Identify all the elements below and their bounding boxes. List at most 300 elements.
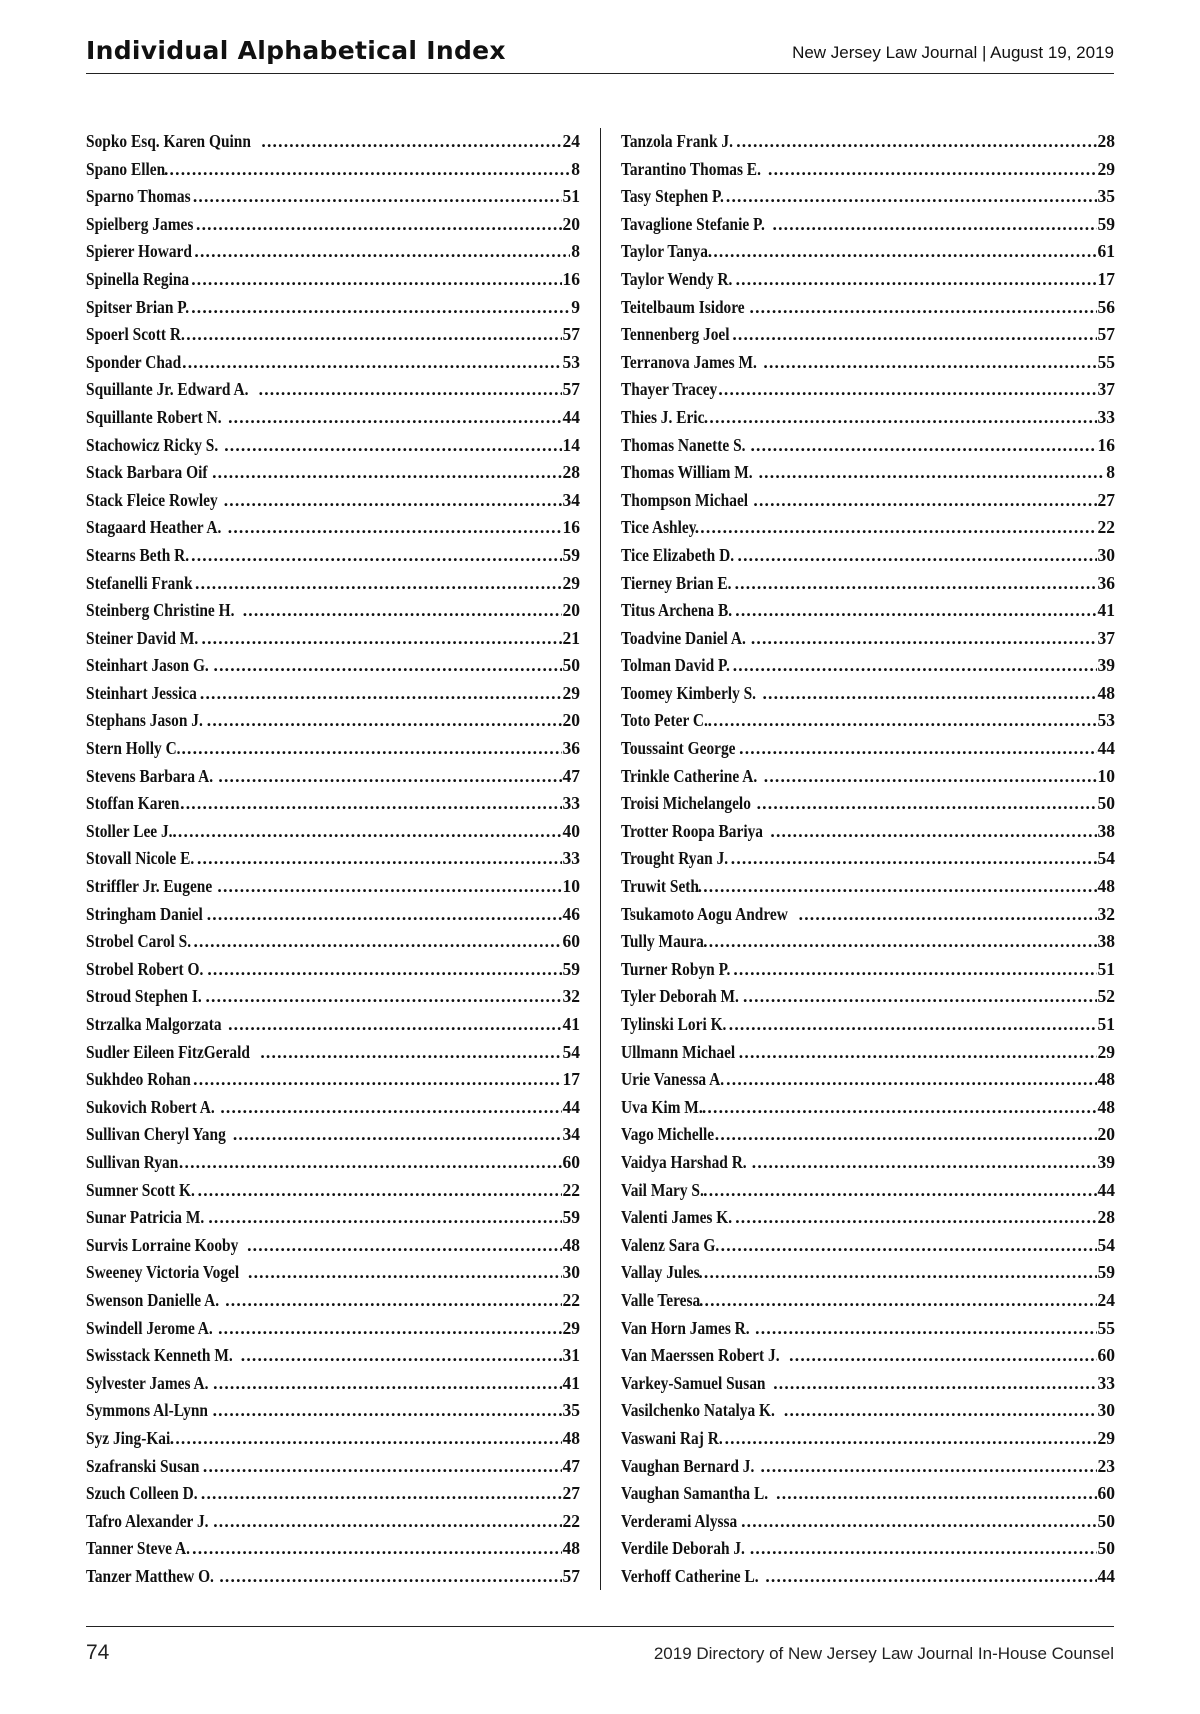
- entry-name: Szafranski Susan: [86, 1455, 200, 1476]
- entry-page-number: 37: [1097, 627, 1115, 648]
- index-entry: [621, 128, 1115, 156]
- dot-leader: [750, 1535, 1097, 1563]
- entry-name: Sukovich Robert A.: [86, 1096, 215, 1117]
- entry-page-number: 56: [1097, 296, 1115, 317]
- index-entry: [621, 1480, 1115, 1508]
- entry-name: Trinkle Catherine A.: [621, 765, 758, 786]
- entry-name: Stoffan Karen: [86, 793, 180, 814]
- entry-name: Vaidya Harshad R.: [621, 1151, 747, 1172]
- dot-leader: [218, 763, 561, 791]
- entry-page-number: 30: [1097, 544, 1115, 565]
- dot-leader: [207, 956, 561, 984]
- entry-page-number: 30: [1097, 1400, 1115, 1421]
- index-entry: [621, 1259, 1115, 1287]
- entry-name: Valle Teresa: [621, 1289, 701, 1310]
- dot-leader: [726, 183, 1097, 211]
- entry-page-number: 29: [1097, 1427, 1115, 1448]
- entry-page-number: 23: [1097, 1455, 1115, 1476]
- entry-name: Vaughan Samantha L.: [621, 1483, 769, 1504]
- index-entry: [621, 294, 1115, 322]
- entry-name: Tavaglione Stefanie P.: [621, 213, 765, 234]
- index-entry: [86, 1563, 580, 1591]
- entry-name: Stack Fleice Rowley: [86, 489, 218, 510]
- index-column-left: [86, 128, 601, 1590]
- entry-name: Varkey-Samuel Susan: [621, 1372, 766, 1393]
- entry-name: Turner Robyn P.: [621, 958, 731, 979]
- entry-name: Stern Holly C.: [86, 738, 181, 759]
- dot-leader: [743, 983, 1097, 1011]
- entry-name: Verderami Alyssa: [621, 1510, 738, 1531]
- index-entry: [86, 542, 580, 570]
- dot-leader: [736, 128, 1096, 156]
- entry-name: Thies J. Eric: [621, 406, 705, 427]
- index-entry: [621, 1535, 1115, 1563]
- entry-name: Thomas William M.: [621, 462, 753, 483]
- entry-name: Trought Ryan J.: [621, 848, 729, 869]
- entry-name: Titus Archena B.: [621, 600, 733, 621]
- entry-page-number: 35: [562, 1400, 580, 1421]
- entry-name: Thomas Nanette S.: [621, 434, 746, 455]
- entry-name: Stack Barbara Oif: [86, 462, 208, 483]
- index-entry: [86, 735, 580, 763]
- entry-page-number: 20: [1097, 1124, 1115, 1145]
- entry-page-number: 44: [562, 406, 580, 427]
- entry-page-number: 8: [571, 158, 580, 179]
- entry-name: Szuch Colleen D.: [86, 1483, 198, 1504]
- entry-name: Toadvine Daniel A.: [621, 627, 746, 648]
- entry-page-number: 57: [562, 1565, 580, 1586]
- entry-page-number: 51: [562, 186, 580, 207]
- index-entry: [86, 928, 580, 956]
- dot-leader: [698, 1259, 1096, 1287]
- entry-page-number: 30: [562, 1262, 580, 1283]
- entry-name: Uva Kim M.: [621, 1096, 703, 1117]
- entry-page-number: 57: [562, 379, 580, 400]
- index-entry: [86, 763, 580, 791]
- entry-name: Spano Ellen: [86, 158, 166, 179]
- dot-leader: [729, 1011, 1097, 1039]
- entry-page-number: 22: [1097, 517, 1115, 538]
- entry-page-number: 50: [1097, 1510, 1115, 1531]
- index-entry: [86, 1232, 580, 1260]
- dot-leader: [765, 1563, 1096, 1591]
- entry-name: Trotter Roopa Bariya: [621, 820, 764, 841]
- entry-name: Sunar Patricia M.: [86, 1207, 205, 1228]
- index-entry: [621, 542, 1115, 570]
- entry-name: Toomey Kimberly S.: [621, 682, 757, 703]
- index-entry: [621, 349, 1115, 377]
- entry-page-number: 50: [562, 655, 580, 676]
- entry-name: Stoller Lee J.: [86, 820, 173, 841]
- entry-page-number: 53: [562, 351, 580, 372]
- dot-leader: [761, 1453, 1097, 1481]
- dot-leader: [768, 156, 1096, 184]
- index-entry: [621, 1508, 1115, 1536]
- entry-page-number: 57: [1097, 324, 1115, 345]
- dot-leader: [198, 1177, 562, 1205]
- entry-name: Stephans Jason J.: [86, 710, 203, 731]
- entry-page-number: 28: [1097, 131, 1115, 151]
- entry-name: Vallay Jules: [621, 1262, 700, 1283]
- page-title: Individual Alphabetical Index: [86, 36, 506, 65]
- index-entry: [621, 1315, 1115, 1343]
- entry-name: Vaswani Raj R.: [621, 1427, 723, 1448]
- entry-page-number: 48: [1097, 1069, 1115, 1090]
- index-entry: [86, 1094, 580, 1122]
- entry-name: Tyler Deborah M.: [621, 986, 739, 1007]
- entry-page-number: 38: [1097, 820, 1115, 841]
- entry-page-number: 36: [562, 738, 580, 759]
- dot-leader: [259, 376, 562, 404]
- entry-page-number: 59: [1097, 1262, 1115, 1283]
- entry-name: Sylvester James A.: [86, 1372, 209, 1393]
- entry-page-number: 54: [1097, 848, 1115, 869]
- entry-page-number: 52: [1097, 986, 1115, 1007]
- entry-page-number: 44: [1097, 1179, 1115, 1200]
- index-entry: [621, 818, 1115, 846]
- entry-name: Sullivan Cheryl Yang: [86, 1124, 226, 1145]
- index-entry: [621, 404, 1115, 432]
- dot-leader: [725, 1425, 1097, 1453]
- index-entry: [86, 983, 580, 1011]
- entry-name: Stroud Stephen I.: [86, 986, 202, 1007]
- index-entry: [621, 1563, 1115, 1591]
- dot-leader: [763, 349, 1096, 377]
- index-entry: [621, 873, 1115, 901]
- entry-page-number: 41: [1097, 600, 1115, 621]
- dot-leader: [203, 1453, 562, 1481]
- index-entry: [621, 1039, 1115, 1067]
- dot-leader: [201, 1480, 562, 1508]
- dot-leader: [193, 1066, 561, 1094]
- dot-leader: [735, 570, 1097, 598]
- dot-leader: [212, 459, 561, 487]
- entry-name: Spinella Regina: [86, 268, 190, 289]
- entry-page-number: 60: [562, 931, 580, 952]
- entry-page-number: 16: [562, 268, 580, 289]
- entry-name: Vaughan Bernard J.: [621, 1455, 755, 1476]
- entry-name: Thompson Michael: [621, 489, 749, 510]
- entry-name: Sparno Thomas: [86, 186, 191, 207]
- dot-leader: [219, 1563, 561, 1591]
- dot-leader: [196, 211, 561, 239]
- entry-name: Tierney Brian E.: [621, 572, 732, 593]
- dot-leader: [191, 542, 561, 570]
- index-entry: [621, 707, 1115, 735]
- dot-leader: [228, 1011, 561, 1039]
- index-entry: [621, 156, 1115, 184]
- index-entry: [86, 1480, 580, 1508]
- entry-page-number: 38: [1097, 931, 1115, 952]
- entry-page-number: 59: [562, 544, 580, 565]
- index-entry: [621, 1094, 1115, 1122]
- entry-page-number: 50: [1097, 793, 1115, 814]
- dot-leader: [217, 873, 561, 901]
- index-entry: [86, 487, 580, 515]
- entry-page-number: 20: [562, 710, 580, 731]
- entry-page-number: 32: [562, 986, 580, 1007]
- dot-leader: [207, 901, 562, 929]
- dot-leader: [757, 790, 1097, 818]
- entry-name: Thayer Tracey: [621, 379, 718, 400]
- entry-page-number: 22: [562, 1289, 580, 1310]
- entry-name: Tasy Stephen P.: [621, 186, 724, 207]
- entry-page-number: 60: [1097, 1345, 1115, 1366]
- index-entry: [621, 763, 1115, 791]
- dot-leader: [695, 514, 1097, 542]
- entry-page-number: 27: [562, 1483, 580, 1504]
- entry-name: Terranova James M.: [621, 351, 757, 372]
- entry-page-number: 29: [1097, 158, 1115, 179]
- dot-leader: [698, 873, 1097, 901]
- dot-leader: [225, 1287, 561, 1315]
- dot-leader: [738, 542, 1097, 570]
- entry-page-number: 59: [562, 958, 580, 979]
- entry-page-number: 50: [1097, 1538, 1115, 1559]
- entry-name: Sullivan Ryan: [86, 1151, 179, 1172]
- index-entry: [621, 1370, 1115, 1398]
- entry-name: Swisstack Kenneth M.: [86, 1345, 233, 1366]
- entry-page-number: 60: [1097, 1483, 1115, 1504]
- dot-leader: [799, 901, 1097, 929]
- entry-name: Steinhart Jason G.: [86, 655, 209, 676]
- dot-leader: [214, 652, 562, 680]
- entry-page-number: 44: [1097, 738, 1115, 759]
- entry-name: Tolman David P.: [621, 655, 730, 676]
- entry-page-number: 60: [562, 1151, 580, 1172]
- index-entry: [86, 597, 580, 625]
- entry-name: Symmons Al-Lynn: [86, 1400, 208, 1421]
- index-entry: [86, 349, 580, 377]
- entry-page-number: 51: [1097, 1014, 1115, 1034]
- index-entry: [621, 597, 1115, 625]
- index-entry: [621, 238, 1115, 266]
- dot-leader: [715, 1121, 1097, 1149]
- entry-name: Swenson Danielle A.: [86, 1289, 220, 1310]
- entry-page-number: 29: [562, 572, 580, 593]
- dot-leader: [735, 1204, 1096, 1232]
- page-header: [86, 22, 1114, 74]
- dot-leader: [172, 818, 561, 846]
- dot-leader: [764, 763, 1097, 791]
- index-entry: [86, 873, 580, 901]
- dot-leader: [213, 1370, 561, 1398]
- dot-leader: [702, 1094, 1097, 1122]
- index-entry: [86, 1204, 580, 1232]
- entry-page-number: 41: [562, 1372, 580, 1393]
- index-entry: [621, 321, 1115, 349]
- dot-leader: [233, 1121, 562, 1149]
- entry-name: Van Maerssen Robert J.: [621, 1345, 780, 1366]
- dot-leader: [773, 1370, 1096, 1398]
- entry-page-number: 48: [1097, 1096, 1115, 1117]
- entry-name: Toto Peter C.: [621, 710, 708, 731]
- entry-page-number: 24: [1097, 1289, 1115, 1310]
- dot-leader: [207, 707, 562, 735]
- index-entry: [621, 1011, 1115, 1039]
- dot-leader: [220, 1094, 561, 1122]
- entry-page-number: 57: [562, 324, 580, 345]
- index-entry: [86, 514, 580, 542]
- page-footer: [86, 1626, 1114, 1665]
- index-entry: [621, 680, 1115, 708]
- index-entry: [86, 128, 580, 156]
- index-entry: [86, 652, 580, 680]
- index-entry: [86, 432, 580, 460]
- entry-name: Urie Vanessa A.: [621, 1069, 725, 1090]
- dot-leader: [784, 1397, 1097, 1425]
- dot-leader: [261, 128, 561, 156]
- entry-page-number: 47: [562, 1455, 580, 1476]
- index-entry: [621, 625, 1115, 653]
- entry-page-number: 48: [562, 1538, 580, 1559]
- index-entry: [86, 1370, 580, 1398]
- index-entry: [621, 928, 1115, 956]
- entry-page-number: 33: [1097, 406, 1115, 427]
- index-entry: [621, 1149, 1115, 1177]
- index-entry: [621, 211, 1115, 239]
- index-entry: [621, 956, 1115, 984]
- entry-name: Steinhart Jessica: [86, 682, 197, 703]
- dot-leader: [704, 404, 1097, 432]
- index-entry: [86, 266, 580, 294]
- entry-page-number: 34: [562, 1124, 580, 1145]
- dot-leader: [197, 845, 562, 873]
- index-entry: [86, 1508, 580, 1536]
- entry-name: Ullmann Michael: [621, 1041, 736, 1062]
- entry-name: Tanzer Matthew O.: [86, 1565, 214, 1586]
- entry-page-number: 31: [562, 1345, 580, 1366]
- entry-page-number: 48: [1097, 682, 1115, 703]
- index-entry: [86, 1453, 580, 1481]
- dot-leader: [202, 625, 562, 653]
- entry-name: Stevens Barbara A.: [86, 765, 214, 786]
- entry-page-number: 44: [1097, 1565, 1115, 1586]
- index-entry: [86, 156, 580, 184]
- dot-leader: [752, 1149, 1097, 1177]
- entry-name: Troisi Michelangelo: [621, 793, 751, 814]
- entry-page-number: 20: [562, 213, 580, 234]
- dot-leader: [170, 1425, 562, 1453]
- dot-leader: [741, 1508, 1096, 1536]
- entry-name: Vail Mary S.: [621, 1179, 704, 1200]
- entry-page-number: 22: [562, 1510, 580, 1531]
- dot-leader: [789, 1342, 1096, 1370]
- entry-page-number: 28: [562, 462, 580, 483]
- entry-name: Steiner David M.: [86, 627, 199, 648]
- dot-leader: [708, 707, 1097, 735]
- entry-page-number: 59: [562, 1207, 580, 1228]
- entry-name: Strobel Robert O.: [86, 958, 204, 979]
- entry-name: Taylor Tanya: [621, 241, 708, 262]
- dot-leader: [776, 1480, 1096, 1508]
- entry-name: Teitelbaum Isidore: [621, 296, 745, 317]
- entry-name: Vasilchenko Natalya K.: [621, 1400, 775, 1421]
- index-entry: [621, 1397, 1115, 1425]
- entry-page-number: 8: [571, 241, 580, 262]
- entry-page-number: 32: [1097, 903, 1115, 924]
- entry-page-number: 17: [1097, 268, 1115, 289]
- entry-name: Strobel Carol S.: [86, 931, 192, 952]
- index-entry: [86, 1011, 580, 1039]
- dot-leader: [733, 956, 1096, 984]
- dot-leader: [228, 404, 561, 432]
- index-entry: [621, 432, 1115, 460]
- entry-name: Stachowicz Ricky S.: [86, 434, 219, 455]
- entry-name: Squillante Robert N.: [86, 406, 222, 427]
- index-entry: [86, 1066, 580, 1094]
- dot-leader: [195, 570, 561, 598]
- index-entry: [86, 1315, 580, 1343]
- index-entry: [86, 1259, 580, 1287]
- entry-page-number: 21: [562, 627, 580, 648]
- index-entry: [86, 238, 580, 266]
- entry-name: Tennenberg Joel: [621, 324, 730, 345]
- dot-leader: [762, 680, 1096, 708]
- entry-page-number: 33: [562, 793, 580, 814]
- dot-leader: [739, 1039, 1097, 1067]
- entry-name: Truwit Seth: [621, 876, 700, 897]
- dot-leader: [751, 625, 1097, 653]
- index-entry: [86, 211, 580, 239]
- entry-page-number: 51: [1097, 958, 1115, 979]
- dot-leader: [191, 294, 570, 322]
- entry-page-number: 48: [562, 1427, 580, 1448]
- entry-name: Swindell Jerome A.: [86, 1317, 213, 1338]
- dot-leader: [721, 1232, 1097, 1260]
- entry-name: Stagaard Heather A.: [86, 517, 222, 538]
- entry-page-number: 59: [1097, 213, 1115, 234]
- dot-leader: [182, 349, 561, 377]
- entry-page-number: 33: [1097, 1372, 1115, 1393]
- dot-leader: [179, 1149, 562, 1177]
- entry-page-number: 28: [1097, 1207, 1115, 1228]
- entry-page-number: 48: [562, 1234, 580, 1255]
- dot-leader: [193, 928, 561, 956]
- entry-page-number: 53: [1097, 710, 1115, 731]
- entry-name: Tanner Steve A.: [86, 1538, 190, 1559]
- dot-leader: [703, 928, 1096, 956]
- entry-page-number: 39: [1097, 1151, 1115, 1172]
- entry-name: Tanzola Frank J.: [621, 131, 733, 151]
- dot-leader: [739, 735, 1096, 763]
- dot-leader: [260, 1039, 561, 1067]
- index-entry: [86, 956, 580, 984]
- index-entry: [86, 570, 580, 598]
- entry-name: Stringham Daniel: [86, 903, 203, 924]
- index-entry: [86, 1149, 580, 1177]
- index-entry: [621, 901, 1115, 929]
- dot-leader: [736, 266, 1097, 294]
- entry-page-number: 20: [562, 600, 580, 621]
- entry-name: Tylinski Lori K.: [621, 1014, 727, 1034]
- index-entry: [621, 183, 1115, 211]
- index-entry: [621, 1287, 1115, 1315]
- entry-page-number: 61: [1097, 241, 1115, 262]
- index-entry: [86, 1287, 580, 1315]
- index-entry: [621, 1342, 1115, 1370]
- entry-page-number: 44: [562, 1096, 580, 1117]
- index-entry: [621, 845, 1115, 873]
- entry-name: Tarantino Thomas E.: [621, 158, 761, 179]
- index-entry: [86, 1177, 580, 1205]
- dot-leader: [224, 432, 561, 460]
- entry-name: Steinberg Christine H.: [86, 600, 235, 621]
- index-entry: [621, 1204, 1115, 1232]
- entry-page-number: 37: [1097, 379, 1115, 400]
- index-entry: [86, 790, 580, 818]
- index-entry: [86, 459, 580, 487]
